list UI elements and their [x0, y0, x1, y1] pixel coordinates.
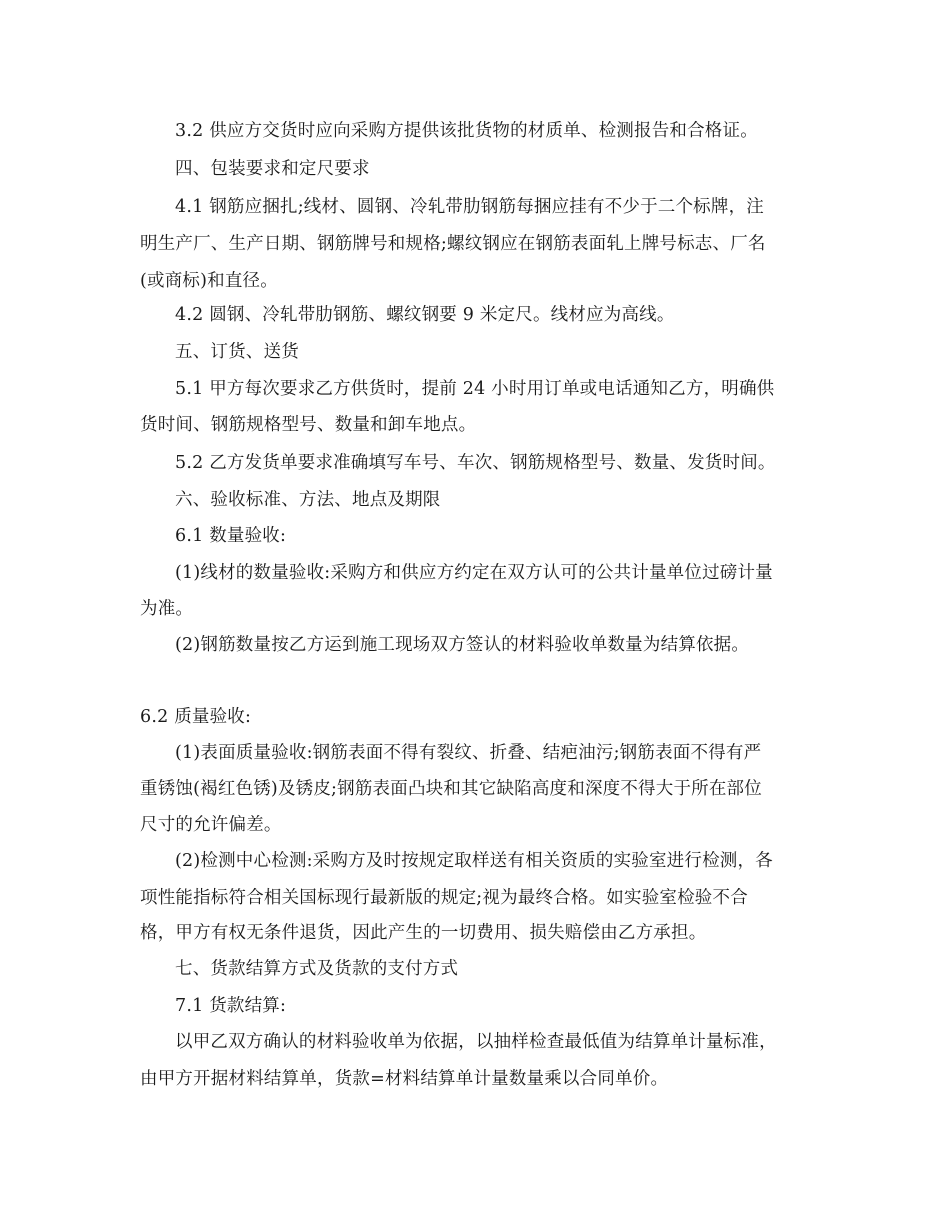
clause-7-1: 7.1 货款结算: [175, 996, 287, 1016]
clause-6-2-item-2-cont: 项性能指标符合相关国标现行最新版的规定;视为最终合格。如实验室检验不合 [140, 888, 748, 908]
clause-6-2-item-2: (2)检测中心检测:采购方及时按规定取样送有相关资质的实验室进行检测，各 [175, 851, 773, 871]
clause-4-1-cont: (或商标)和直径。 [140, 271, 278, 291]
clause-6-1-item-1: (1)线材的数量验收:采购方和供应方约定在双方认可的公共计量单位过磅计量 [175, 563, 773, 583]
clause-6-2-item-1-cont: 重锈蚀(褐红色锈)及锈皮;钢筋表面凸块和其它缺陷高度和深度不得大于所在部位 [140, 779, 762, 799]
clause-3-2: 3.2 供应方交货时应向采购方提供该批货物的材质单、检测报告和合格证。 [175, 121, 758, 141]
clause-6-2-item-2-cont: 格，甲方有权无条件退货，因此产生的一切费用、损失赔偿由乙方承担。 [140, 923, 707, 943]
clause-6-2-item-1: (1)表面质量验收:钢筋表面不得有裂纹、折叠、结疤油污;钢筋表面不得有严 [175, 743, 762, 763]
clause-5-1: 5.1 甲方每次要求乙方供货时，提前 24 小时用订单或电话通知乙方，明确供 [175, 379, 775, 399]
clause-4-1: 4.1 钢筋应捆扎;线材、圆钢、冷轧带肋钢筋每捆应挂有不少于二个标牌，注 [175, 197, 764, 217]
clause-4-2: 4.2 圆钢、冷轧带肋钢筋、螺纹钢要 9 米定尺。线材应为高线。 [175, 305, 675, 325]
clause-6-2-item-1-cont: 尺寸的允许偏差。 [140, 815, 282, 835]
section-heading-6: 六、验收标准、方法、地点及期限 [175, 490, 441, 510]
clause-7-1-body: 以甲乙双方确认的材料验收单为依据，以抽样检查最低值为结算单计量标准， [175, 1032, 777, 1052]
section-heading-4: 四、包装要求和定尺要求 [175, 159, 370, 179]
clause-6-1-item-2: (2)钢筋数量按乙方运到施工现场双方签认的材料验收单数量为结算依据。 [175, 635, 750, 655]
clause-6-2: 6.2 质量验收: [140, 707, 252, 727]
section-heading-7: 七、货款结算方式及货款的支付方式 [175, 959, 459, 979]
section-heading-5: 五、订货、送货 [175, 342, 299, 362]
clause-7-1-body-cont: 由甲方开据材料结算单，货款=材料结算单计量数量乘以合同单价。 [140, 1069, 669, 1089]
clause-6-1: 6.1 数量验收: [175, 526, 287, 546]
clause-6-1-item-1-cont: 为准。 [140, 599, 194, 619]
clause-5-2: 5.2 乙方发货单要求准确填写车号、车次、钢筋规格型号、数量、发货时间。 [175, 453, 776, 473]
clause-5-1-cont: 货时间、钢筋规格型号、数量和卸车地点。 [140, 415, 477, 435]
clause-4-1-cont: 明生产厂、生产日期、钢筋牌号和规格;螺纹钢应在钢筋表面轧上牌号标志、厂名 [140, 234, 766, 254]
